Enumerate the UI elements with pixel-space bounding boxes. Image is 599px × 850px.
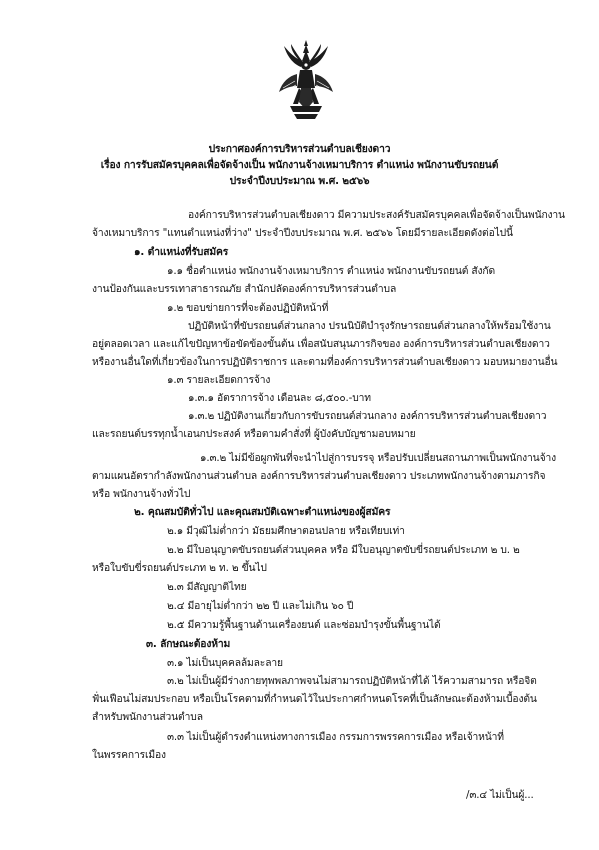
intro-line-1: องค์การบริหารส่วนตำบลเชียงดาว มีความประสงค์รับสมัครบุคคลเพื่อจัดจ้างเป็นพนักงาน xyxy=(188,209,565,221)
item-1-2: ๑.๒ ขอบข่ายการที่จะต้องปฏิบัติหน้าที่ xyxy=(167,302,329,314)
item-3-3-continued: ในพรรคการเมือง xyxy=(92,749,166,761)
section-1-heading: ๑. ตำแหน่งที่รับสมัคร xyxy=(134,246,229,258)
garuda-emblem-icon xyxy=(279,40,333,120)
item-3-1: ๓.๑ ไม่เป็นบุคคลล้มละลาย xyxy=(167,657,283,669)
item-1-3-2-continued: และรถยนต์บรรทุกน้ำเอนกประสงค์ หรือตามคำสั่งที่ ผู้บังคับบัญชามอบหมาย xyxy=(92,428,416,440)
announcement-issuer: ประกาศองค์การบริหารส่วนตำบลเชียงดาว xyxy=(208,143,391,155)
item-2-2: ๒.๒ มีใบอนุญาตขับรถยนต์ส่วนบุคคล หรือ มีใบอนุญาตขับขี่รถยนต์ประเภท ๒ บ. ๒ xyxy=(167,544,520,556)
item-1-3-3-continued-2: หรือ พนักงานจ้างทั่วไป xyxy=(92,488,191,500)
section-2-heading: ๒. คุณสมบัติทั่วไป และคุณสมบัติเฉพาะตำแหน่งของผู้สมัคร xyxy=(134,506,391,518)
item-2-4: ๒.๔ มีอายุไม่ต่ำกว่า ๒๒ ปี และไม่เกิน ๖๐ ปี xyxy=(167,600,354,612)
item-2-5: ๒.๕ มีความรู้พื้นฐานด้านเครื่องยนต์ และซ่อมบำรุงขั้นพื้นฐานได้ xyxy=(167,619,441,631)
item-1-3-3: ๑.๓.๒ ไม่มีข้อผูกพันที่จะนำไปสู่การบรรจุ หรือปรับเปลี่ยนสถานภาพเป็นพนักงานจ้าง xyxy=(200,452,556,464)
item-1-1-continued: งานป้องกันและบรรเทาสาธารณภัย สำนักปลัดองค์การบริหารส่วนตำบล xyxy=(92,283,397,295)
item-1-3-3-continued: ตามแผนอัตรากำลังพนักงานส่วนตำบล องค์การบริหารส่วนตำบลเชียงดาว ประเภทพนักงานจ้างตามภารกิจ xyxy=(92,470,546,482)
item-2-2-continued: หรือใบขับขี่รถยนต์ประเภท ๒ ท. ๒ ขึ้นไป xyxy=(92,562,267,574)
item-1-2-detail: ปฏิบัติหน้าที่ขับรถยนต์ส่วนกลาง ปรนนิบัติบำรุงรักษารถยนต์ส่วนกลางให้พร้อมใช้งาน xyxy=(188,320,551,332)
item-3-2: ๓.๒ ไม่เป็นผู้มีร่างกายทุพพลภาพจนไม่สามารถปฏิบัติหน้าที่ได้ ไร้ความสามารถ หรือจิต xyxy=(167,675,537,687)
intro-line-2: จ้างเหมาบริการ "แทนตำแหน่งที่ว่าง" ประจำปีงบประมาณ พ.ศ. ๒๕๖๖ โดยมีรายละเอียดดังต่อไปนี้ xyxy=(92,227,513,239)
item-1-1: ๑.๑ ชื่อตำแหน่ง พนักงานจ้างเหมาบริการ ตำแหน่ง พนักงานขับรถยนต์ สังกัด xyxy=(167,265,496,277)
item-3-3: ๓.๓ ไม่เป็นผู้ดำรงตำแหน่งทางการเมือง กรรมการพรรคการเมือง หรือเจ้าหน้าที่ xyxy=(167,731,504,743)
item-1-3-1: ๑.๓.๑ อัตราการจ้าง เดือนละ ๘,๕๐๐.-บาท xyxy=(188,392,371,404)
fiscal-year: ประจำปีงบประมาณ พ.ศ. ๒๕๖๖ xyxy=(229,175,370,187)
item-1-2-detail-3: หรืองานอื่นใดที่เกี่ยวข้องในการปฏิบัติราชการ และตามที่องค์การบริหารส่วนตำบลเชียงดาว มอบหมายงานอื่น xyxy=(92,356,558,368)
item-3-2-continued: ฟั่นเฟือนไม่สมประกอบ หรือเป็นโรคตามที่กำหนดไว้ในประกาศกำหนดโรคที่เป็นลักษณะต้องห้ามเบื้องต้น xyxy=(92,693,537,705)
item-1-2-detail-2: อยู่ตลอดเวลา และแก้ไขปัญหาข้อขัดข้องขั้นต้น เพื่อสนับสนุนภารกิจของ องค์การบริหารส่วนตำบลเชียงดาว xyxy=(92,338,550,350)
section-3-heading: ๓. ลักษณะต้องห้าม xyxy=(146,638,231,650)
continuation-marker: /๓.๔ ไม่เป็นผู้... xyxy=(466,789,534,801)
item-3-2-continued-2: สำหรับพนักงานส่วนตำบล xyxy=(92,711,203,723)
announcement-subject: เรื่อง การรับสมัครบุคคลเพื่อจัดจ้างเป็น พนักงานจ้างเหมาบริการ ตำแหน่ง พนักงานขับรถยนต์ xyxy=(100,159,499,171)
item-2-1: ๒.๑ มีวุฒิไม่ต่ำกว่า มัธยมศึกษาตอนปลาย หรือเทียบเท่า xyxy=(167,525,405,537)
item-2-3: ๒.๓ มีสัญญาติไทย xyxy=(167,581,247,593)
item-1-3-2: ๑.๓.๒ ปฏิบัติงานเกี่ยวกับการขับรถยนต์ส่วนกลาง องค์การบริหารส่วนตำบลเชียงดาว xyxy=(188,410,547,422)
item-1-3: ๑.๓ รายละเอียดการจ้าง xyxy=(167,374,271,386)
